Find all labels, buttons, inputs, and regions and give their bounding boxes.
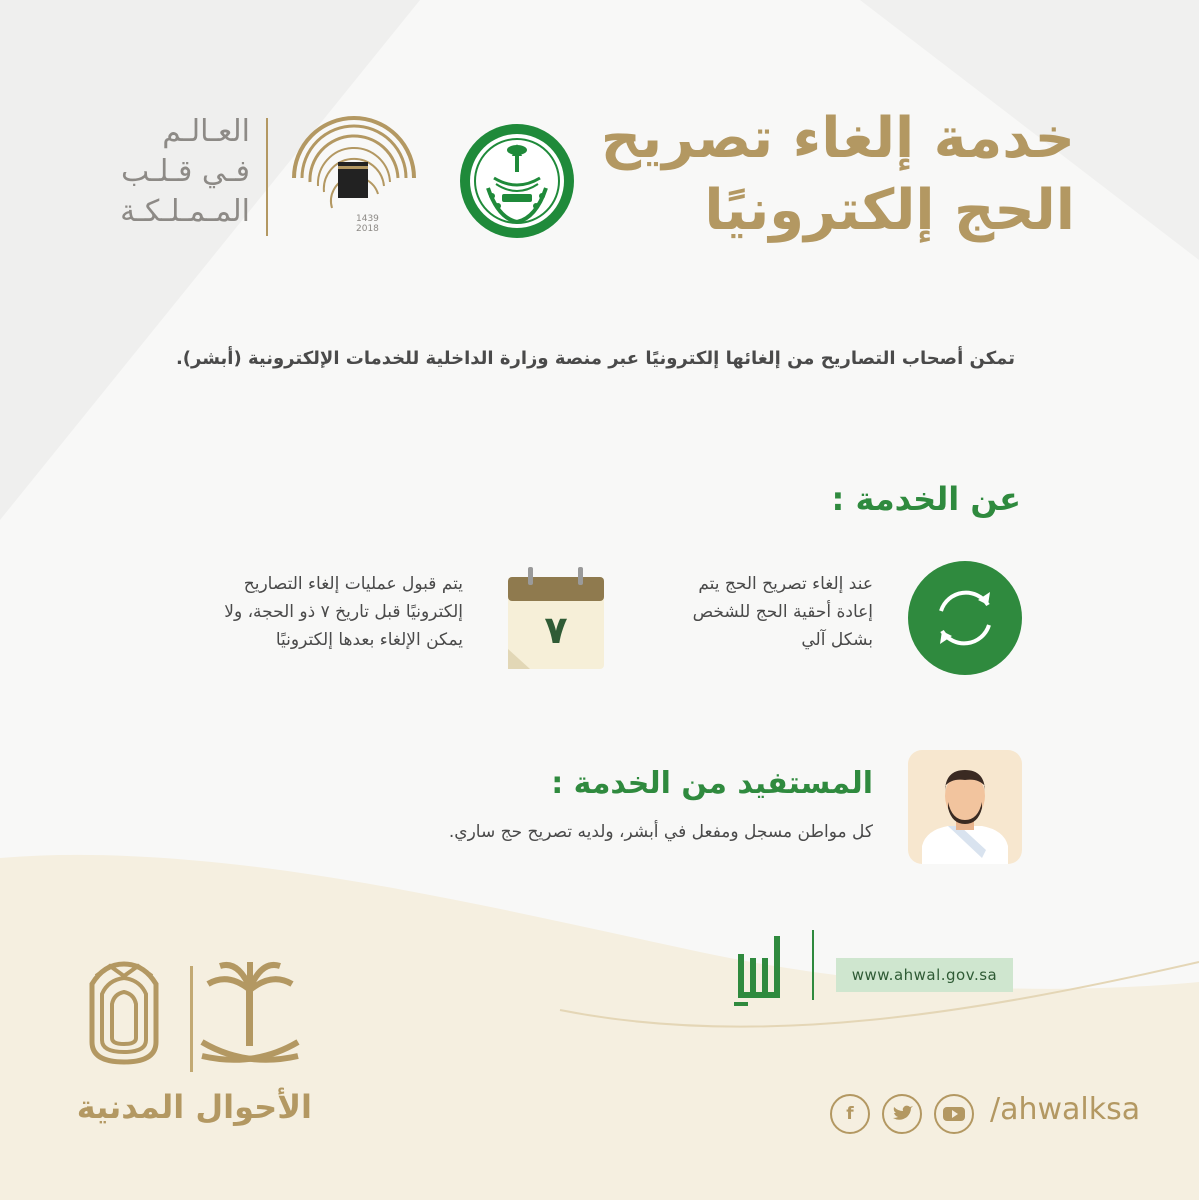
about-point2 xyxy=(163,570,463,654)
civil-affairs-name: الأحوال المدنية xyxy=(76,1088,312,1126)
beneficiary-heading: المستفيد من الخدمة : xyxy=(551,766,873,801)
beneficiary-text: كل مواطن مسجل ومفعل في أبشر، ولديه تصريح حج ساري. xyxy=(448,822,873,842)
pilgrim-icon xyxy=(908,750,1022,864)
about-point1-line1: عند إلغاء تصريح الحج يتم xyxy=(698,574,873,594)
ministry-emblem-logo xyxy=(458,122,576,240)
about-point2-line1: يتم قبول عمليات إلغاء التصاريح xyxy=(243,574,463,594)
about-point1 xyxy=(643,570,873,654)
about-heading: عن الخدمة : xyxy=(831,480,1021,518)
page-title-line2: الحج إلكترونيًا xyxy=(704,178,1075,243)
twitter-icon[interactable] xyxy=(882,1094,922,1134)
sync-icon xyxy=(908,561,1022,675)
intro-text: تمكن أصحاب التصاريح من إلغائها إلكترونيًا عبر منصة وزارة الداخلية للخدمات الإلكترونية (أبشر). xyxy=(175,348,1015,369)
facebook-icon[interactable]: f xyxy=(830,1094,870,1134)
calendar-number: ٧ xyxy=(544,608,568,652)
absher-logo xyxy=(732,930,792,1010)
hajj-year-hijri: 1439 xyxy=(356,214,379,224)
website-url[interactable]: www.ahwal.gov.sa xyxy=(836,958,1013,992)
civil-affairs-emblem xyxy=(86,958,162,1068)
palm-swords-emblem xyxy=(198,960,302,1080)
twitter-bird-glyph xyxy=(884,1096,920,1132)
hajj-slogan-line1: العـالـم xyxy=(162,114,250,149)
page-title-line1: خدمة إلغاء تصريح xyxy=(600,106,1075,171)
hajj-logo-divider xyxy=(266,118,268,236)
youtube-play-glyph xyxy=(936,1096,972,1132)
hajj-slogan xyxy=(110,112,250,232)
about-point2-line2: إلكترونيًا قبل تاريخ ٧ ذو الحجة، ولا xyxy=(224,602,463,622)
about-point1-line3: بشكل آلي xyxy=(801,630,873,650)
person-avatar-card xyxy=(908,750,1022,864)
hajj-slogan-line3: المـمـلـكـة xyxy=(120,194,250,229)
social-handle[interactable]: /ahwalksa xyxy=(990,1092,1141,1127)
about-point1-line2: إعادة أحقية الحج للشخص xyxy=(692,602,873,622)
hajj-1439-logo xyxy=(288,112,420,240)
hajj-slogan-line2: فـي قـلـب xyxy=(121,154,250,189)
about-point2-line3: يمكن الإلغاء بعدها إلكترونيًا xyxy=(275,630,463,650)
sync-icon-circle xyxy=(908,561,1022,675)
absher-divider xyxy=(812,930,814,1000)
hajj-year-gregorian: 2018 xyxy=(356,224,379,234)
youtube-icon[interactable] xyxy=(934,1094,974,1134)
civil-affairs-divider xyxy=(190,966,193,1072)
